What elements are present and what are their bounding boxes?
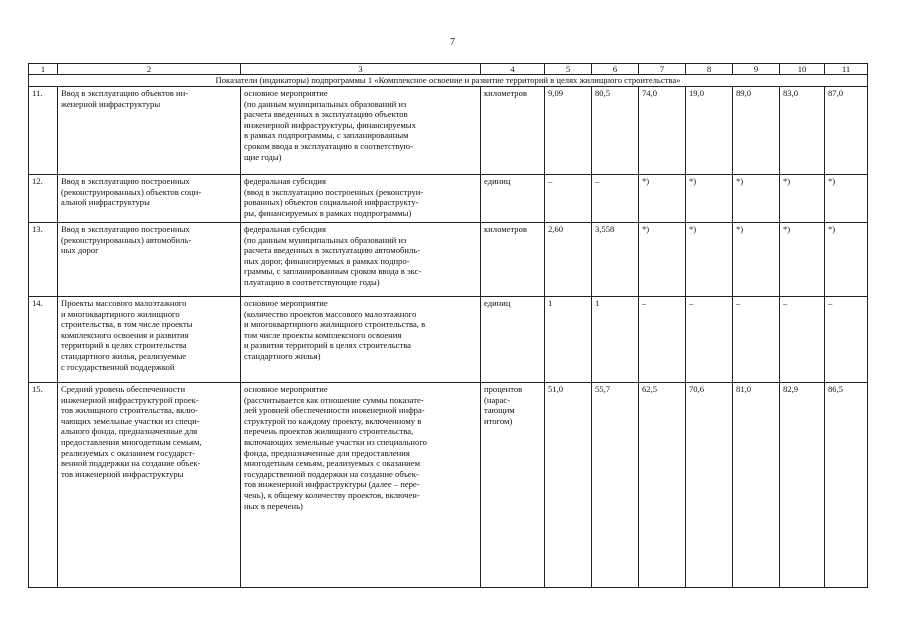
header-cell: 10 [780, 64, 825, 75]
indicator-name: Ввод в эксплуатацию построенных (реконструированных) объектов соци- альной инфраструктуры [58, 175, 241, 223]
value-cell: 2,60 [545, 223, 592, 297]
value-cell: *) [825, 175, 868, 223]
value-cell: – [780, 297, 825, 383]
measure-type: федеральная субсидия [244, 176, 326, 186]
value-cell: *) [733, 175, 780, 223]
header-cell: 4 [481, 64, 545, 75]
row-number: 14. [29, 297, 58, 383]
value-cell: 9,09 [545, 87, 592, 175]
section-row [29, 75, 868, 87]
measure-cell [241, 175, 481, 223]
header-cell: 2 [58, 64, 241, 75]
value-cell: 55,7 [592, 383, 639, 588]
header-cell: 7 [639, 64, 686, 75]
value-cell: 70,6 [686, 383, 733, 588]
unit-cell: километров [481, 87, 545, 175]
measure-description: (количество проектов массового малоэтажного и многоквартирного жилищного строительства, в том числе проекты комплексного освоения и развития территорий в целях строительства стандартного жилья) [244, 308, 426, 361]
value-cell: *) [780, 223, 825, 297]
table-row [29, 223, 868, 297]
header-cell: 5 [545, 64, 592, 75]
indicator-name: Ввод в эксплуатацию построенных (реконструированных) автомобиль- ных дорог [58, 223, 241, 297]
unit-cell: единиц [481, 175, 545, 223]
indicator-name: Средний уровень обеспеченности инженерной инфраструктурой проек- тов жилищного строительства, вклю- чающих земельные участки из специ- ального фонда, предназначенные для предоставления многодетным семьям, реализуемых с оказанием государст- венной поддержки на создание объек- тов инженерной инфраструктуры [58, 383, 241, 588]
value-cell: 86,5 [825, 383, 868, 588]
indicator-name: Ввод в эксплуатацию объектов ин- женерной инфраструктуры [58, 87, 241, 175]
value-cell: – [592, 175, 639, 223]
measure-description: (по данным муниципальных образований из расчета введенных в эксплуатацию автомобиль- ных дорог, финансируемых в рамках подпро- граммы, с запланированным сроком ввода в экс- плуатацию в соответствующие годы) [244, 234, 422, 287]
value-cell: *) [639, 175, 686, 223]
table-row [29, 175, 868, 223]
value-cell: *) [733, 223, 780, 297]
indicator-name: Проекты массового малоэтажного и многоквартирного жилищного строительства, в том числе проекты комплексного освоения и развития территорий в целях строительства стандартного жилья, реализуемые с государственной поддержкой [58, 297, 241, 383]
unit-cell: единиц [481, 297, 545, 383]
page-number: 7 [450, 37, 455, 48]
value-cell: 62,5 [639, 383, 686, 588]
section-title: Показатели (индикаторы) подпрограммы 1 «Комплексное освоение и развитие территорий в целях жилищного строительства» [29, 75, 868, 87]
value-cell: – [639, 297, 686, 383]
value-cell: 19,0 [686, 87, 733, 175]
value-cell: 1 [592, 297, 639, 383]
value-cell: *) [825, 223, 868, 297]
value-cell: 80,5 [592, 87, 639, 175]
measure-description: (рассчитывается как отношение суммы показате- лей уровней обеспеченности инженерной инфра- структурой по каждому проекту, включенному в перечень проектов жилищного строительства, включающих земельные участки из специального фонда, предназначенные для предоставления многодетным семьям, реализуемых с оказанием государственной поддержки на создание объек- тов инженерной инфраструктуры (далее – пере- чень), к общему количеству проектов, включен- ных в перечень) [244, 394, 427, 511]
value-cell: *) [686, 223, 733, 297]
measure-type: основное мероприятие [244, 88, 328, 98]
measure-type: федеральная субсидия [244, 224, 326, 234]
value-cell: 51,0 [545, 383, 592, 588]
header-cell: 6 [592, 64, 639, 75]
value-cell: *) [639, 223, 686, 297]
measure-cell [241, 383, 481, 588]
value-cell: 87,0 [825, 87, 868, 175]
unit-cell: километров [481, 223, 545, 297]
measure-cell [241, 297, 481, 383]
value-cell: 3,558 [592, 223, 639, 297]
header-cell: 3 [241, 64, 481, 75]
header-cell: 11 [825, 64, 868, 75]
measure-description: (по данным муниципальных образований из расчета введенных в эксплуатацию объектов инженерной инфраструктуры, финансируемых в рамках подпрограммы, с запланированным сроком ввода в эксплуатацию в соответствую- щие годы) [244, 98, 416, 162]
table-row [29, 297, 868, 383]
measure-type: основное мероприятие [244, 384, 328, 394]
value-cell: 89,0 [733, 87, 780, 175]
value-cell: 83,0 [780, 87, 825, 175]
row-number: 11. [29, 87, 58, 175]
value-cell: *) [780, 175, 825, 223]
value-cell: – [686, 297, 733, 383]
header-cell: 8 [686, 64, 733, 75]
value-cell: – [825, 297, 868, 383]
header-cell: 9 [733, 64, 780, 75]
value-cell: *) [686, 175, 733, 223]
row-number: 13. [29, 223, 58, 297]
value-cell: 1 [545, 297, 592, 383]
row-number: 12. [29, 175, 58, 223]
value-cell: – [733, 297, 780, 383]
measure-description: (ввод в эксплуатацию построенных (реконструи- рованных) объектов социальной инфраструкту- ры, финансируемых в рамках подпрограммы) [244, 186, 424, 218]
column-number-header [29, 64, 868, 75]
header-cell: 1 [29, 64, 58, 75]
value-cell: 74,0 [639, 87, 686, 175]
table-row [29, 383, 868, 588]
measure-cell [241, 87, 481, 175]
row-number: 15. [29, 383, 58, 588]
unit-cell: процентов (нарас- тающим итогом) [481, 383, 545, 588]
value-cell: 81,0 [733, 383, 780, 588]
measure-cell [241, 223, 481, 297]
value-cell: 82,9 [780, 383, 825, 588]
measure-type: основное мероприятие [244, 298, 328, 308]
indicators-table [28, 63, 868, 588]
value-cell: – [545, 175, 592, 223]
table-row [29, 87, 868, 175]
